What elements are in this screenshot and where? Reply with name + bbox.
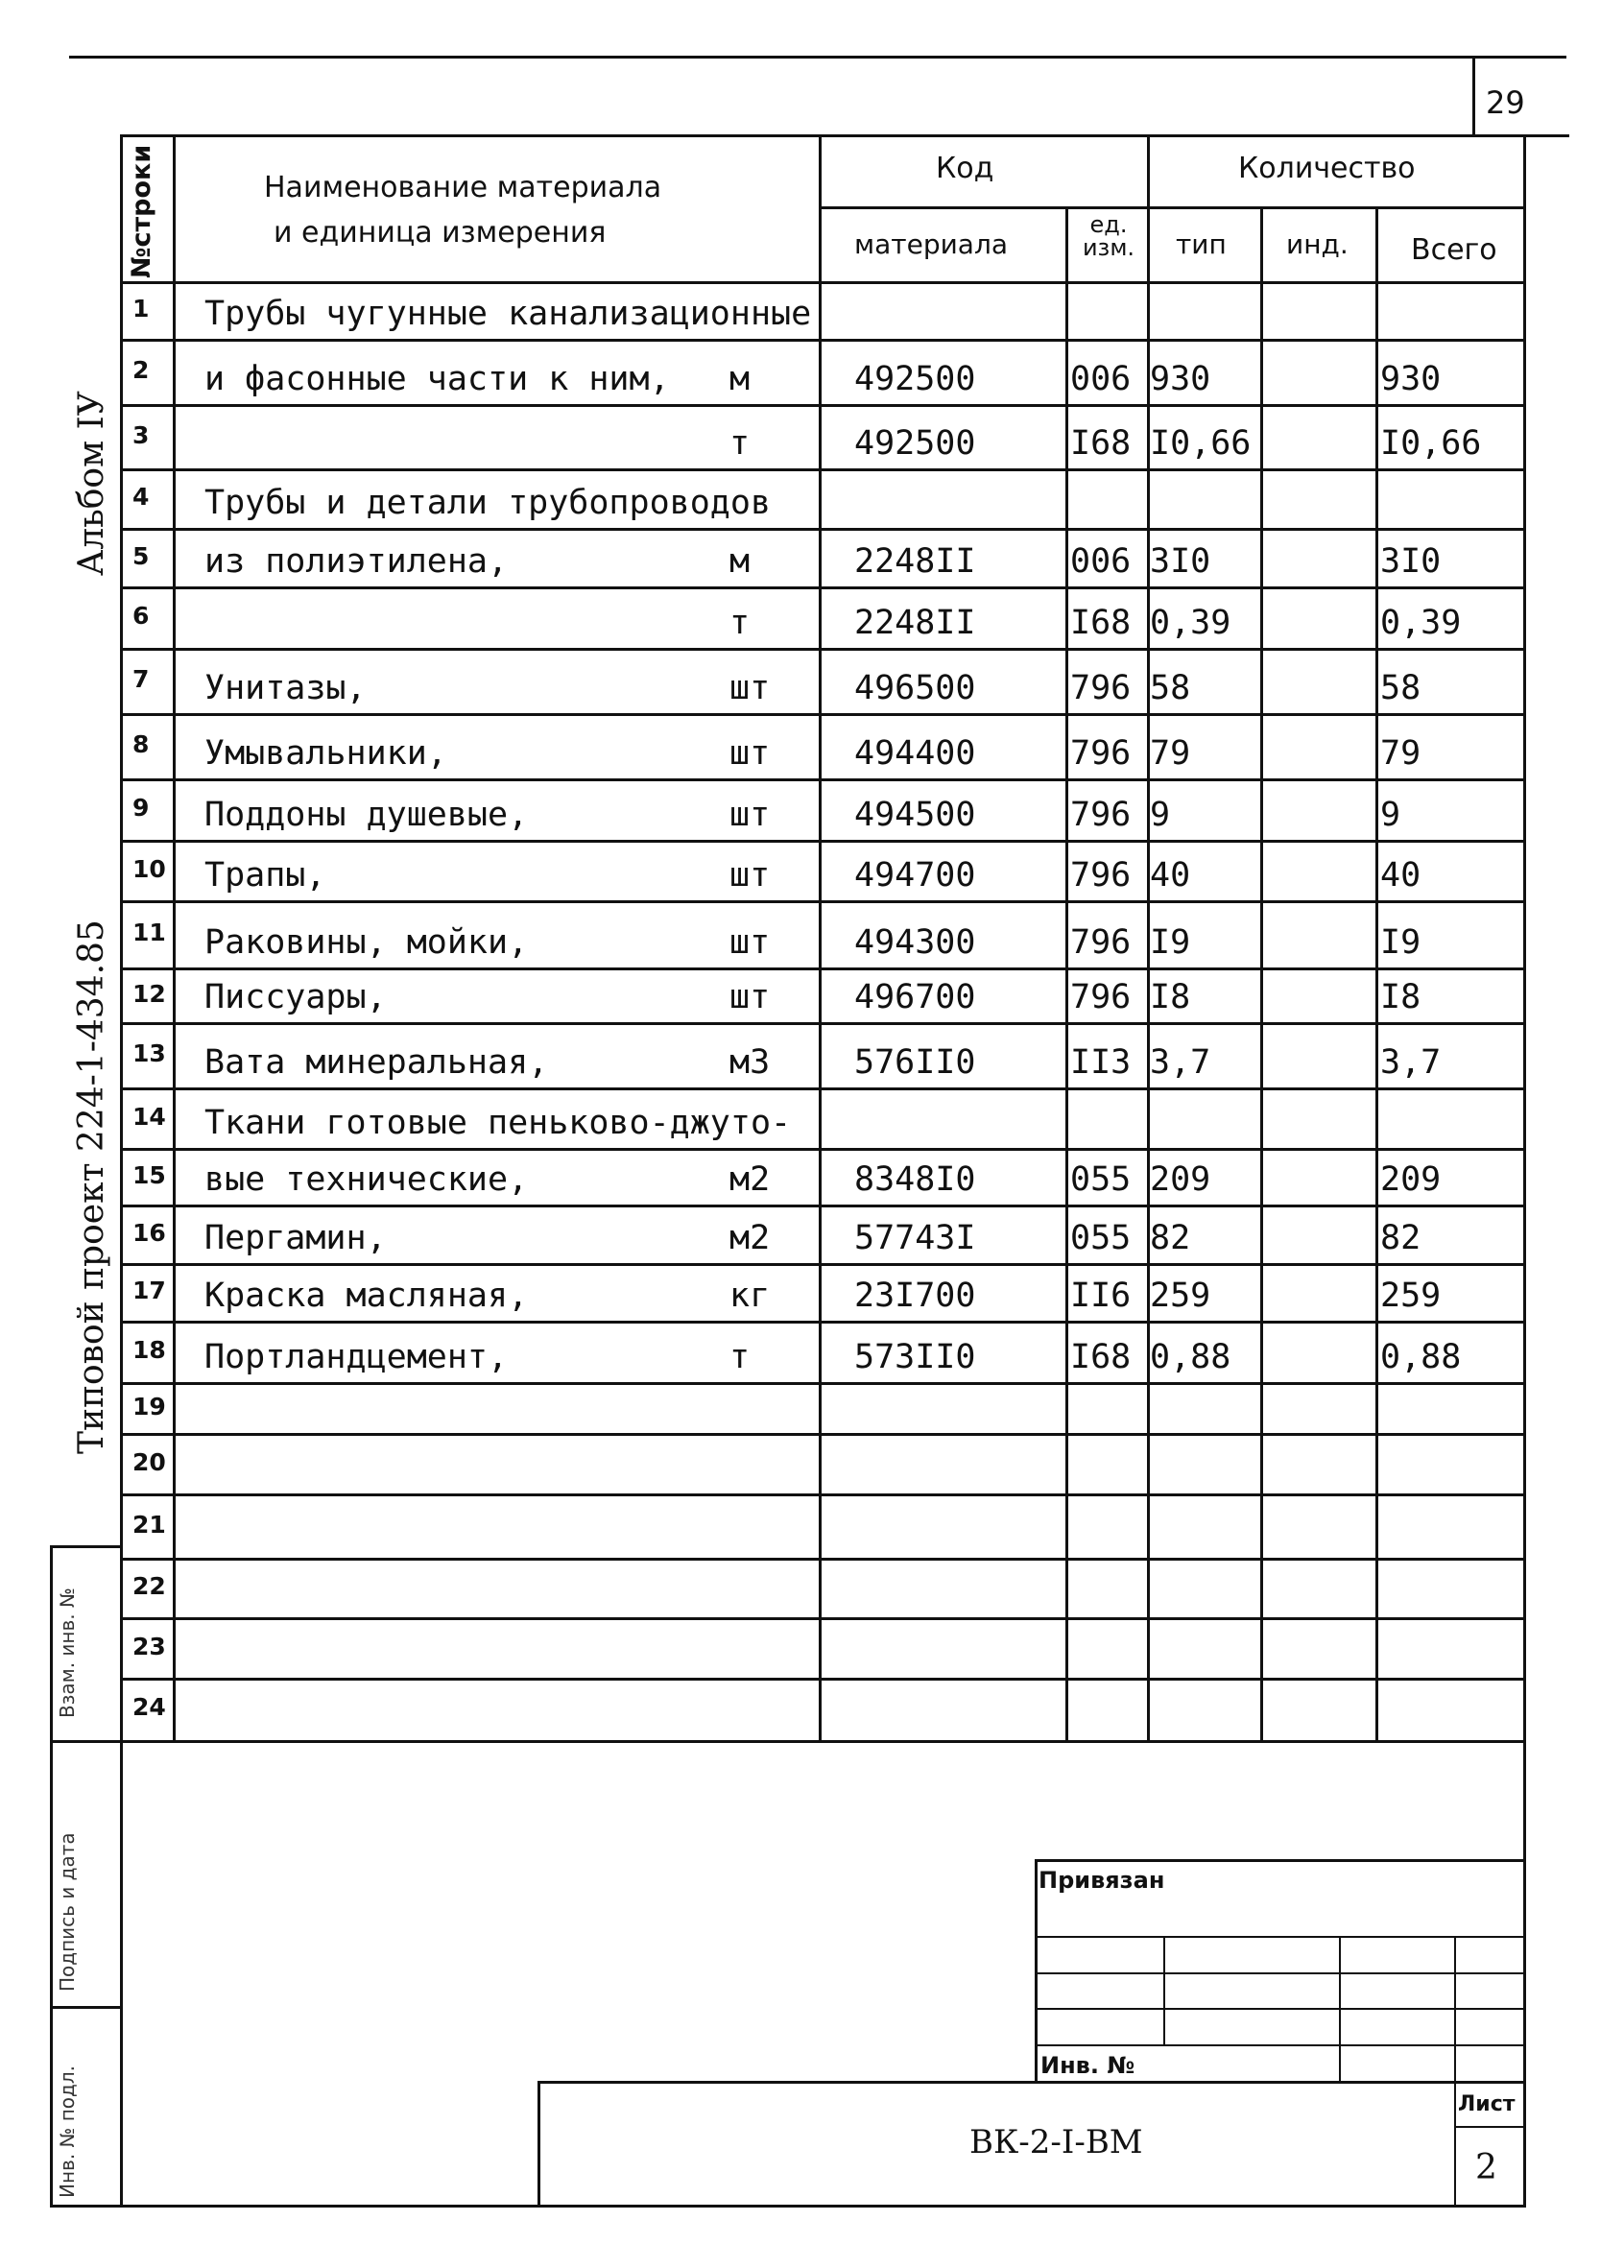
material-code: 2248II xyxy=(854,542,976,581)
material-code: 2248II xyxy=(854,604,976,642)
quantity-total: 259 xyxy=(1380,1277,1442,1315)
material-code: 23I700 xyxy=(854,1277,976,1315)
material-code: 573II0 xyxy=(854,1338,976,1376)
unit-code: 796 xyxy=(1070,978,1132,1016)
unit-code: I68 xyxy=(1070,1338,1132,1376)
stamp-row-3 xyxy=(1035,2008,1526,2010)
table-row xyxy=(0,1323,1624,1384)
unit-code: 006 xyxy=(1070,542,1132,581)
quantity-total: 3,7 xyxy=(1380,1043,1442,1082)
quantity-type: 3,7 xyxy=(1150,1043,1211,1082)
table-row xyxy=(0,1024,1624,1089)
stamp-row-2 xyxy=(1035,1972,1526,1974)
material-name: Трапы, xyxy=(204,856,326,895)
quantity-total: 40 xyxy=(1380,856,1421,895)
unit-of-measure: м3 xyxy=(729,1043,771,1082)
quantity-type: 0,88 xyxy=(1150,1338,1231,1376)
unit-code: I68 xyxy=(1070,424,1132,463)
unit-of-measure: шт xyxy=(729,856,771,895)
table-row xyxy=(0,650,1624,715)
unit-code: 796 xyxy=(1070,856,1132,895)
quantity-type: 82 xyxy=(1150,1219,1191,1257)
table-row xyxy=(0,283,1624,341)
table-row xyxy=(0,780,1624,842)
unit-of-measure: шт xyxy=(729,978,771,1016)
row-number: 1 xyxy=(132,295,150,322)
unit-code: 006 xyxy=(1070,360,1132,398)
unit-code: 796 xyxy=(1070,734,1132,773)
row-number: 17 xyxy=(132,1277,166,1304)
header-code: Код xyxy=(936,152,994,185)
quantity-total: 209 xyxy=(1380,1160,1442,1199)
titleblock-left xyxy=(537,2081,540,2208)
stamp-col-2 xyxy=(1339,1936,1341,2082)
header-ind: инд. xyxy=(1286,228,1349,260)
stamp-left xyxy=(1035,1859,1038,2082)
header-sub-line xyxy=(819,206,1526,209)
row-number: 5 xyxy=(132,541,150,570)
page-number: 29 xyxy=(1486,84,1525,121)
table-row xyxy=(0,406,1624,470)
table-row xyxy=(0,1384,1624,1435)
table-row xyxy=(0,588,1624,650)
material-name: Трубы и детали трубопроводов xyxy=(204,484,772,522)
unit-of-measure: т xyxy=(729,1338,751,1376)
table-row xyxy=(0,470,1624,530)
frame-bottom-line xyxy=(50,2205,1526,2208)
stamp-col-1 xyxy=(1163,1936,1165,2044)
quantity-total: 82 xyxy=(1380,1219,1421,1257)
sheet-number: 2 xyxy=(1475,2148,1497,2187)
header-type: тип xyxy=(1176,228,1227,260)
material-name: и фасонные части к ним, xyxy=(204,360,670,398)
project-label: Типовой проект 224-1-434.85 xyxy=(72,919,111,1454)
table-row xyxy=(0,1206,1624,1265)
quantity-type: 9 xyxy=(1150,796,1171,834)
material-code: 57743I xyxy=(854,1219,976,1257)
row-number: 8 xyxy=(132,730,150,758)
row-number: 10 xyxy=(132,854,166,883)
table-row xyxy=(0,842,1624,902)
quantity-type: 58 xyxy=(1150,669,1191,707)
row-number: 22 xyxy=(132,1572,166,1600)
material-code: 496500 xyxy=(854,669,976,707)
material-code: 492500 xyxy=(854,424,976,463)
material-name: Поддоны душевые, xyxy=(204,796,529,834)
quantity-type: 40 xyxy=(1150,856,1191,895)
table-row xyxy=(0,715,1624,780)
quantity-total: 58 xyxy=(1380,669,1421,707)
material-code: 492500 xyxy=(854,360,976,398)
stamp-bound-label: Привязан xyxy=(1039,1867,1165,1894)
unit-code: 796 xyxy=(1070,923,1132,962)
table-row xyxy=(0,1435,1624,1495)
material-name: Портландцемент, xyxy=(204,1338,509,1376)
left-stamp-line-3 xyxy=(50,2006,122,2009)
material-name: Краска масляная, xyxy=(204,1277,529,1315)
unit-of-measure: шт xyxy=(729,923,771,962)
quantity-total: I9 xyxy=(1380,923,1421,962)
header-name-2: и единица измерения xyxy=(274,216,607,250)
header-unit: ед. изм. xyxy=(1082,211,1135,261)
row-number: 14 xyxy=(132,1102,166,1131)
unit-code: 796 xyxy=(1070,669,1132,707)
material-code: 576II0 xyxy=(854,1043,976,1082)
material-name: Раковины, мойки, xyxy=(204,923,529,962)
table-row xyxy=(0,341,1624,406)
material-name: Трубы чугунные канализационные xyxy=(204,295,812,333)
unit-of-measure: м xyxy=(729,542,751,581)
stamp-col-3 xyxy=(1454,1936,1456,2205)
table-row xyxy=(0,1150,1624,1206)
quantity-total: 79 xyxy=(1380,734,1421,773)
table-row xyxy=(0,969,1624,1024)
stamp-inv-label: Инв. № xyxy=(1040,2052,1135,2079)
stamp-row-4 xyxy=(1035,2044,1526,2046)
row-number: 20 xyxy=(132,1447,166,1476)
material-code: 494400 xyxy=(854,734,976,773)
material-name: Вата минеральная, xyxy=(204,1043,549,1082)
row-number: 6 xyxy=(132,602,150,630)
top-border xyxy=(69,56,1566,59)
left-stamp-line-1 xyxy=(50,1545,122,1548)
unit-code: I68 xyxy=(1070,604,1132,642)
header-quantity: Количество xyxy=(1238,152,1416,185)
unit-of-measure: м xyxy=(729,360,751,398)
row-number: 4 xyxy=(132,483,150,511)
unit-of-measure: шт xyxy=(729,734,771,773)
material-code: 494300 xyxy=(854,923,976,962)
unit-of-measure: шт xyxy=(729,669,771,707)
quantity-total: 0,88 xyxy=(1380,1338,1462,1376)
unit-code: II3 xyxy=(1070,1043,1132,1082)
left-frame-line xyxy=(120,1545,123,2208)
sheet-cell-line xyxy=(1454,2126,1526,2128)
row-number: 23 xyxy=(132,1632,166,1660)
table-bottom-line xyxy=(120,1740,1526,1743)
left-stamp-line-2 xyxy=(50,1740,122,1743)
material-name: из полиэтилена, xyxy=(204,542,509,581)
left-stamp-outer xyxy=(50,1545,53,2208)
material-name: Унитазы, xyxy=(204,669,367,707)
material-code: 494500 xyxy=(854,796,976,834)
material-name: вые технические, xyxy=(204,1160,529,1199)
row-number: 3 xyxy=(132,420,150,449)
quantity-type: 3I0 xyxy=(1150,542,1211,581)
row-number: 15 xyxy=(132,1160,166,1189)
quantity-total: I0,66 xyxy=(1380,424,1482,463)
quantity-total: 3I0 xyxy=(1380,542,1442,581)
unit-of-measure: т xyxy=(729,604,751,642)
quantity-type: 0,39 xyxy=(1150,604,1231,642)
row-number: 11 xyxy=(132,919,166,946)
material-code: 496700 xyxy=(854,978,976,1016)
unit-of-measure: кг xyxy=(729,1277,771,1315)
row-number: 16 xyxy=(132,1218,166,1247)
titleblock-top xyxy=(537,2081,1526,2084)
row-number: 12 xyxy=(132,979,166,1008)
table-row xyxy=(0,1089,1624,1150)
quantity-total: 9 xyxy=(1380,796,1401,834)
table-row xyxy=(0,530,1624,588)
inv-exch-label: Взам. инв. № xyxy=(56,1588,79,1718)
unit-of-measure: т xyxy=(729,424,751,463)
quantity-total: 930 xyxy=(1380,360,1442,398)
table-row xyxy=(0,902,1624,969)
inv-sub-label: Инв. № подл. xyxy=(56,2065,79,2198)
doc-code: ВК-2-I-ВМ xyxy=(969,2123,1143,2161)
unit-code: 055 xyxy=(1070,1160,1132,1199)
sheet-label: Лист xyxy=(1458,2092,1516,2116)
quantity-type: 930 xyxy=(1150,360,1211,398)
header-total: Всего xyxy=(1411,233,1497,267)
header-material: материала xyxy=(854,228,1009,260)
row-number: 7 xyxy=(132,665,150,693)
quantity-type: I8 xyxy=(1150,978,1191,1016)
unit-of-measure: м2 xyxy=(729,1219,771,1257)
row-number: 2 xyxy=(132,356,150,384)
stamp-top xyxy=(1035,1859,1526,1862)
header-row-no: №строки xyxy=(127,144,156,278)
quantity-type: 79 xyxy=(1150,734,1191,773)
album-label: Альбом IУ xyxy=(72,391,111,576)
table-row xyxy=(0,1495,1624,1560)
quantity-total: I8 xyxy=(1380,978,1421,1016)
row-number: 21 xyxy=(132,1510,166,1539)
stamp-row-1 xyxy=(1035,1936,1526,1938)
unit-of-measure: шт xyxy=(729,796,771,834)
table-row xyxy=(0,1680,1624,1740)
table-row xyxy=(0,1619,1624,1680)
row-number: 19 xyxy=(132,1392,166,1420)
material-code: 8348I0 xyxy=(854,1160,976,1199)
table-top-line xyxy=(120,134,1569,137)
quantity-type: I0,66 xyxy=(1150,424,1252,463)
table-row xyxy=(0,1265,1624,1323)
material-name: Ткани готовые пеньково-джуто- xyxy=(204,1104,792,1142)
row-number: 13 xyxy=(132,1039,166,1067)
header-name: Наименование материала xyxy=(264,171,662,204)
quantity-type: 209 xyxy=(1150,1160,1211,1199)
table-row xyxy=(0,1560,1624,1619)
unit-code: 796 xyxy=(1070,796,1132,834)
material-name: Пергамин, xyxy=(204,1219,387,1257)
row-number: 9 xyxy=(132,794,150,822)
material-code: 494700 xyxy=(854,856,976,895)
quantity-type: I9 xyxy=(1150,923,1191,962)
quantity-type: 259 xyxy=(1150,1277,1211,1315)
material-name: Умывальники, xyxy=(204,734,447,773)
sign-date-label: Подпись и дата xyxy=(56,1832,79,1992)
unit-code: II6 xyxy=(1070,1277,1132,1315)
quantity-total: 0,39 xyxy=(1380,604,1462,642)
unit-code: 055 xyxy=(1070,1219,1132,1257)
unit-of-measure: м2 xyxy=(729,1160,771,1199)
material-name: Писсуары, xyxy=(204,978,387,1016)
row-number: 24 xyxy=(132,1692,166,1721)
row-number: 18 xyxy=(132,1336,166,1364)
